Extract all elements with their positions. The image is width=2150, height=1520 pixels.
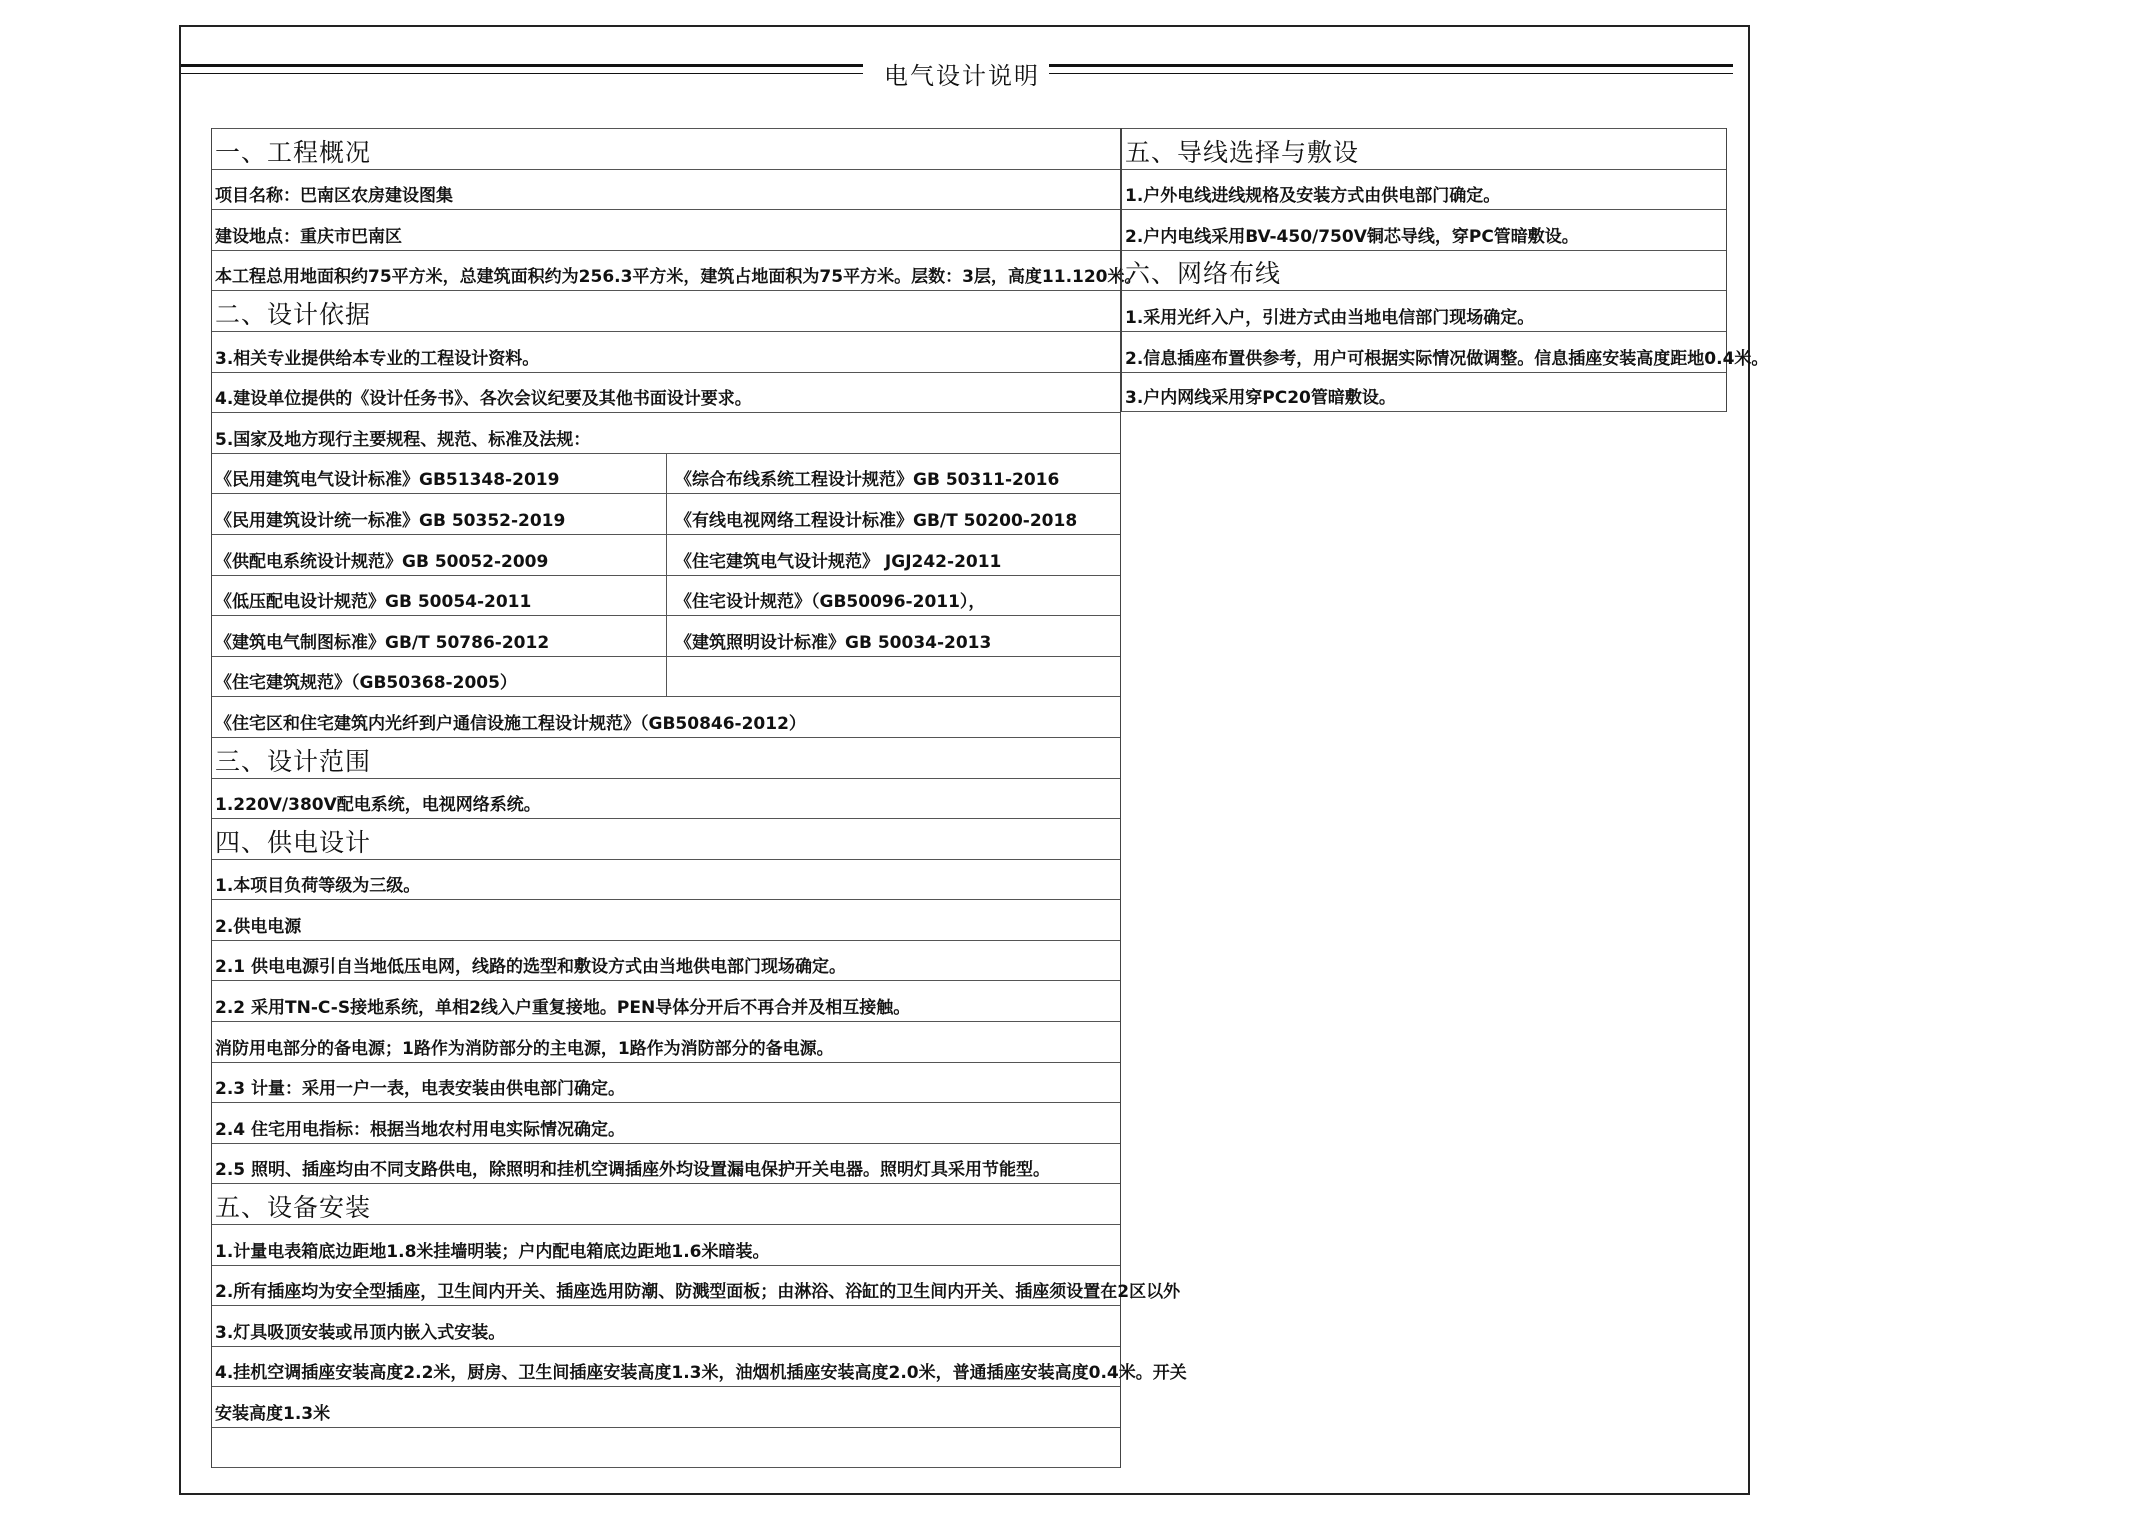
header-rule-right-thin	[1049, 73, 1733, 74]
spec-text: 本工程总用地面积约75平方米，总建筑面积约为256.3平方米，建筑占地面积为75平方米。层数：3层，高度11.120米。	[215, 267, 1142, 288]
spec-text: 3.户内网线采用穿PC20管暗敷设。	[1125, 388, 1396, 409]
spec-row	[212, 1021, 1120, 1062]
standard-cell-right	[666, 454, 1060, 494]
left-spec-table	[211, 128, 1187, 1468]
spec-text: 2.信息插座布置供参考，用户可根据实际情况做调整。信息插座安装高度距地0.4米。	[1125, 348, 1769, 369]
spec-row	[212, 940, 1120, 981]
section-heading	[212, 1183, 1120, 1224]
standards-row	[212, 575, 1120, 616]
section-heading-text: 一、工程概况	[215, 137, 372, 167]
spec-text: 2.2 采用TN-C-S接地系统，单相2线入户重复接地。PEN导体分开后不再合并及相互接触。	[215, 998, 911, 1019]
spec-row	[212, 1386, 1120, 1427]
page-title: 电气设计说明	[884, 62, 1040, 90]
spec-text: 1.本项目负荷等级为三级。	[215, 876, 421, 897]
spec-row	[212, 1102, 1120, 1143]
section-heading	[212, 290, 1120, 331]
standard-cell-right	[666, 616, 992, 656]
spec-row	[212, 980, 1120, 1021]
header-rule-left	[181, 64, 863, 67]
spec-row	[1122, 372, 1726, 413]
spec-text: 2.所有插座均为安全型插座，卫生间内开关、插座选用防潮、防溅型面板；由淋浴、浴缸的卫生间内开关、插座须设置在2区以外	[215, 1282, 1181, 1303]
header-rule-left-thin	[181, 73, 863, 74]
spec-row	[212, 1265, 1181, 1306]
section-heading-text: 六、网络布线	[1125, 259, 1282, 289]
spec-text: 2.4 住宅用电指标：根据当地农村用电实际情况确定。	[215, 1119, 626, 1140]
section-heading	[212, 737, 1120, 778]
section-heading-text: 三、设计范围	[215, 746, 372, 776]
spec-text: 4.建设单位提供的《设计任务书》、各次会议纪要及其他书面设计要求。	[215, 389, 752, 410]
section-heading-text: 五、设备安装	[215, 1193, 372, 1223]
standard-cell-right	[666, 535, 1002, 575]
standard-text: 《住宅设计规范》（GB50096-2011），	[675, 592, 986, 613]
spec-row	[212, 696, 1120, 737]
spec-row	[212, 412, 1120, 453]
spec-text: 1.户外电线进线规格及安装方式由供电部门确定。	[1125, 186, 1501, 207]
section-heading-text: 五、导线选择与敷设	[1125, 137, 1360, 167]
section-heading	[1122, 250, 1726, 291]
spec-text: 安装高度1.3米	[215, 1404, 331, 1424]
spec-text: 5.国家及地方现行主要规程、规范、标准及法规：	[215, 429, 591, 450]
spec-row	[212, 250, 1142, 291]
standard-text: 《民用建筑设计统一标准》GB 50352-2019	[215, 510, 566, 531]
spec-text: 3.灯具吸顶安装或吊顶内嵌入式安装。	[215, 1322, 506, 1343]
spec-text: 2.户内电线采用BV-450/750V铜芯导线，穿PC管暗敷设。	[1125, 226, 1579, 247]
spec-row	[1122, 331, 1769, 372]
right-spec-table	[1121, 128, 1769, 412]
spec-row	[212, 209, 1120, 250]
spec-row	[212, 778, 1120, 819]
spec-row	[212, 859, 1120, 900]
spec-row	[1122, 290, 1726, 331]
spec-text: 1.220V/380V配电系统，电视网络系统。	[215, 795, 541, 816]
spec-row	[212, 169, 1120, 210]
standard-text: 《有线电视网络工程设计标准》GB/T 50200-2018	[675, 510, 1078, 531]
spec-text: 建设地点：重庆市巴南区	[215, 226, 402, 247]
standard-text: 《住宅建筑电气设计规范》 JGJ242-2011	[675, 551, 1002, 572]
spec-text: 4.挂机空调插座安装高度2.2米，厨房、卫生间插座安装高度1.3米，油烟机插座安装高度2.0米，普通插座安装高度0.4米。开关	[215, 1363, 1187, 1384]
spec-text: 《住宅区和住宅建筑内光纤到户通信设施工程设计规范》（GB50846-2012）	[215, 713, 806, 734]
standard-text: 《民用建筑电气设计标准》GB51348-2019	[215, 470, 560, 491]
spec-text: 1.计量电表箱底边距地1.8米挂墙明装；户内配电箱底边距地1.6米暗装。	[215, 1241, 770, 1262]
spec-text: 2.5 照明、插座均由不同支路供电，除照明和挂机空调插座外均设置漏电保护开关电器。照明灯具采用节能型。	[215, 1160, 1051, 1181]
spec-row	[212, 1427, 1120, 1468]
spec-text: 3.相关专业提供给本专业的工程设计资料。	[215, 348, 540, 369]
spec-row	[212, 1305, 1120, 1346]
standard-text: 《低压配电设计规范》GB 50054-2011	[215, 592, 532, 613]
section-heading	[212, 818, 1120, 859]
spec-text: 项目名称：巴南区农房建设图集	[215, 186, 453, 207]
spec-row	[212, 331, 1120, 372]
standard-cell-right	[666, 657, 667, 697]
section-heading	[1122, 128, 1726, 169]
spec-text: 2.1 供电电源引自当地低压电网，线路的选型和敷设方式由当地供电部门现场确定。	[215, 957, 847, 978]
spec-row	[212, 1143, 1120, 1184]
standards-row	[212, 656, 1120, 697]
section-heading	[212, 128, 1120, 169]
spec-row	[1122, 209, 1726, 250]
spec-text: 消防用电部分的备电源；1路作为消防部分的主电源，1路作为消防部分的备电源。	[215, 1038, 834, 1059]
standard-text: 《综合布线系统工程设计规范》GB 50311-2016	[675, 470, 1060, 491]
standards-row	[212, 453, 1120, 494]
spec-row	[212, 1346, 1187, 1387]
spec-row	[212, 899, 1120, 940]
standard-cell-right	[666, 494, 1078, 534]
spec-row	[1122, 169, 1726, 210]
spec-row	[212, 372, 1120, 413]
header-rule-right	[1049, 64, 1733, 67]
spec-row	[212, 1224, 1120, 1265]
standard-text: 《建筑照明设计标准》GB 50034-2013	[675, 632, 992, 653]
standard-text: 《供配电系统设计规范》GB 50052-2009	[215, 551, 549, 572]
spec-text: 1.采用光纤入户，引进方式由当地电信部门现场确定。	[1125, 307, 1535, 328]
standard-cell-right	[666, 576, 986, 616]
spec-text: 2.供电电源	[215, 916, 302, 937]
spec-row	[212, 1062, 1120, 1103]
spec-text: 2.3 计量：采用一户一表，电表安装由供电部门确定。	[215, 1079, 626, 1100]
standards-row	[212, 534, 1120, 575]
section-heading-text: 二、设计依据	[215, 299, 372, 329]
standards-row	[212, 493, 1120, 534]
standard-text: 《住宅建筑规范》（GB50368-2005）	[215, 673, 517, 694]
standard-text: 《建筑电气制图标准》GB/T 50786-2012	[215, 632, 550, 653]
standards-row	[212, 615, 1120, 656]
section-heading-text: 四、供电设计	[215, 827, 372, 857]
